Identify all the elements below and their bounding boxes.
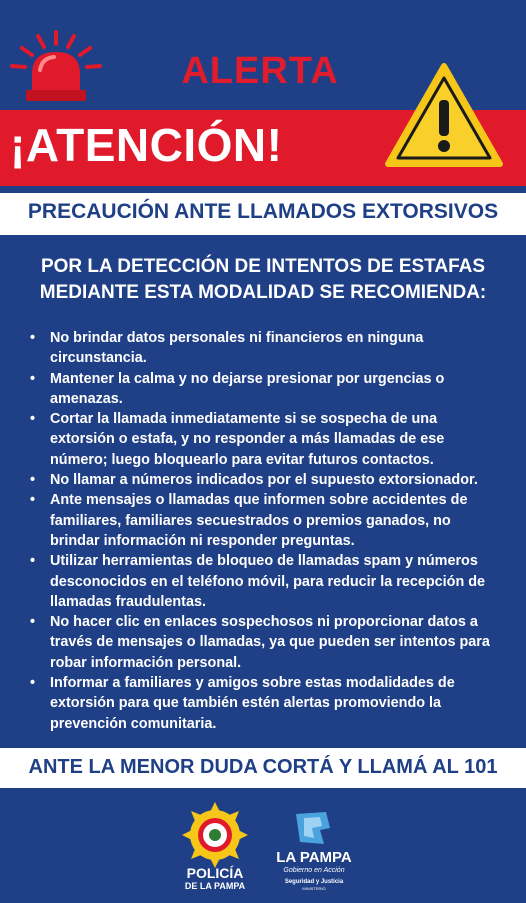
bullet-point: • <box>30 330 36 346</box>
policia-name: POLICÍA <box>186 865 244 881</box>
la-pampa-slogan: Gobierno en Acción <box>283 867 345 874</box>
recommendation-line: Utilizar herramientas de bloqueo de llamadas spam y números <box>50 553 478 570</box>
recommendation-item <box>30 369 500 410</box>
recommendation-line: Informar a familiares y amigos sobre estas modalidades de <box>50 675 455 692</box>
warning-icon <box>384 62 504 170</box>
recommendation-line: amenazas. <box>50 390 123 407</box>
policia-region: DE LA PAMPA <box>184 881 246 891</box>
recommendation-line: desconocidos en el teléfono móvil, para reducir la recepción de <box>50 573 486 590</box>
recommendation-line: Ante mensajes o llamadas que informen sobre accidentes de <box>50 492 468 509</box>
recommendation-line: familiares, familiares secuestrados o premios ganados, no <box>50 512 451 529</box>
recommendation-item <box>30 409 500 470</box>
recommendation-line: Mantener la calma y no dejarse presionar por urgencias o <box>50 370 445 387</box>
la-pampa-department: Seguridad y Justicia <box>284 879 344 885</box>
policia-badge-logo <box>182 802 248 868</box>
la-pampa-logo-text <box>266 850 362 891</box>
policia-logo-text <box>160 866 270 892</box>
recommendation-item <box>30 551 500 612</box>
recommendation-line: Cortar la llamada inmediatamente si se sospecha de una <box>50 411 438 428</box>
recommendation-line: No brindar datos personales ni financieros en ninguna <box>50 330 424 346</box>
recommendation-line: llamadas fraudulentas. <box>50 593 206 610</box>
recommendation-line: brindar información ni responder preguntas. <box>50 532 355 549</box>
recommendation-item <box>30 673 500 734</box>
attention-title: ¡ATENCIÓN! <box>10 119 283 171</box>
intro-line-2: MEDIANTE ESTA MODALIDAD SE RECOMIENDA: <box>39 282 487 303</box>
bullet-point: • <box>30 472 36 489</box>
recommendation-item <box>30 612 500 673</box>
recommendation-item <box>30 470 500 490</box>
recommendation-item <box>30 490 500 551</box>
recommendation-item <box>30 328 500 369</box>
recommendation-line: extorsión para que también estén alertas promoviendo la <box>50 695 442 712</box>
bullet-point: • <box>30 553 36 570</box>
recommendation-line: No llamar a números indicados por el supuesto extorsionador. <box>50 472 478 489</box>
la-pampa-ministry: MINISTERIO <box>302 886 326 891</box>
bullet-point: • <box>30 492 36 509</box>
recommendation-line: número; luego bloquearlo para evitar futuros contactos. <box>50 451 434 468</box>
recommendation-list <box>30 328 500 734</box>
recommendation-line: No hacer clic en enlaces sospechosos ni proporcionar datos a <box>50 614 478 631</box>
intro-heading <box>20 254 506 306</box>
subtitle: PRECAUCIÓN ANTE LLAMADOS EXTORSIVOS <box>27 200 499 223</box>
la-pampa-logo <box>290 808 336 848</box>
siren-icon <box>10 30 102 104</box>
bullet-point: • <box>30 675 36 692</box>
la-pampa-title: LA PAMPA <box>276 849 352 866</box>
recommendation-line: través de mensajes o llamadas, ya que pueden ser intentos para <box>50 634 490 651</box>
alert-title: ALERTA <box>181 50 339 92</box>
recommendation-line: robar información personal. <box>50 654 242 671</box>
bullet-point: • <box>30 411 36 428</box>
recommendation-line: prevención comunitaria. <box>50 715 217 732</box>
footer-banner-text: ANTE LA MENOR DUDA CORTÁ Y LLAMÁ AL 101 <box>28 756 498 778</box>
recommendation-line: circunstancia. <box>50 350 147 367</box>
bullet-point: • <box>30 614 36 631</box>
intro-line-1: POR LA DETECCIÓN DE INTENTOS DE ESTAFAS <box>40 256 486 277</box>
recommendation-line: extorsión o estafa, y no responder a más llamadas de ese <box>50 431 445 448</box>
bullet-point: • <box>30 370 36 387</box>
